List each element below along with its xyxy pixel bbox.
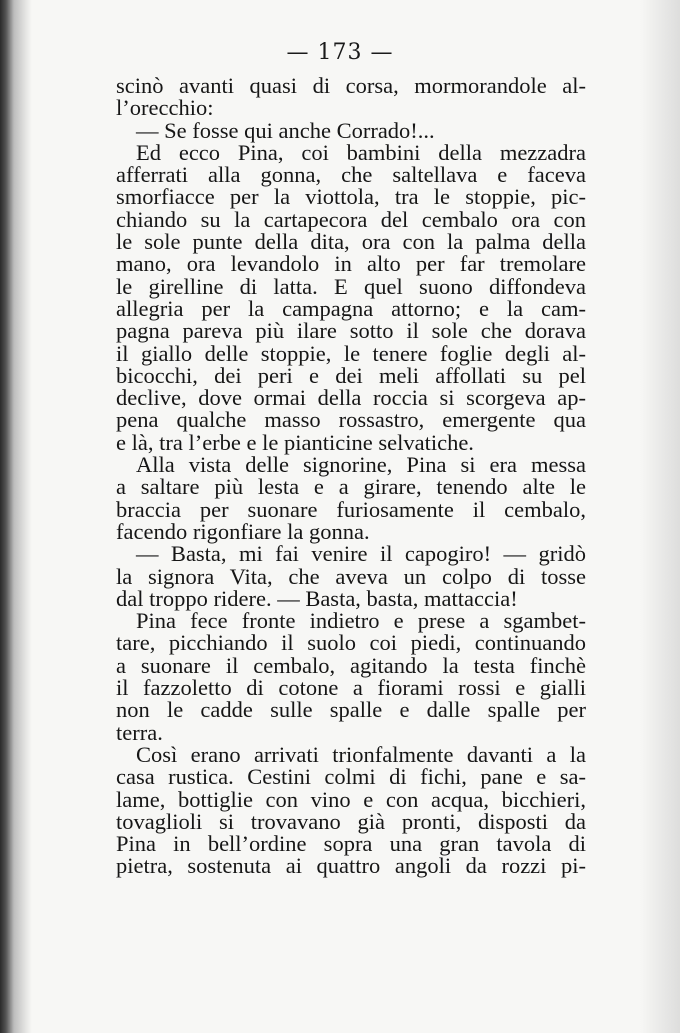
text-line: le sole punte della dita, ora con la palma della — [116, 229, 586, 255]
text-line: Pina fece fronte indietro e prese a sgambet- — [136, 608, 586, 634]
text-line: facendo rigonfiare la gonna. — [116, 518, 370, 544]
text-line: casa rustica. Cestini colmi di fichi, pane e sa- — [116, 764, 586, 790]
text-line: il fazzoletto di cotone a fiorami rossi e gialli — [116, 675, 586, 701]
text-line: il giallo delle stoppie, le tenere foglie degli al- — [116, 340, 586, 366]
text-line: scinò avanti quasi di corsa, mormorandole al- — [116, 73, 586, 98]
text-line: — Se fosse qui anche Corrado!... — [136, 117, 435, 143]
text-line: non le cadde sulle spalle e dalle spalle per — [116, 697, 586, 723]
text-line: Pina in bell’ordine sopra una gran tavola di — [116, 831, 586, 857]
text-line: declive, dove ormai della roccia si scorgeva ap- — [116, 385, 586, 411]
text-line: tovaglioli si trovavano già pronti, disposti da — [116, 808, 586, 834]
text-line: smorfiacce per la viottola, tra le stoppie, pic- — [116, 184, 586, 210]
text-line: mano, ora levandolo in alto per far tremolare — [116, 251, 586, 277]
text-line: l’orecchio: — [116, 95, 214, 121]
text-line: Alla vista delle signorine, Pina si era messa — [136, 452, 586, 478]
text-line: a suonare il cembalo, agitando la testa finchè — [116, 652, 586, 678]
text-line: braccia per suonare furiosamente il cembalo, — [116, 496, 586, 522]
text-line: a saltare più lesta e a girare, tenendo alte le — [116, 474, 586, 500]
text-line: — Basta, mi fai venire il capogiro! — gridò — [136, 541, 586, 567]
text-line: pietra, sostenuta ai quattro angoli da rozzi pi- — [116, 853, 586, 879]
text-line: Così erano arrivati trionfalmente davanti a la — [136, 741, 586, 767]
page-number: — 173 — — [286, 40, 394, 65]
text-line: e là, tra l’erbe e le pianticine selvatiche. — [116, 429, 474, 455]
text-line: le girelline di latta. E quel suono diffondeva — [116, 273, 586, 299]
text-line: tare, picchiando il suolo coi piedi, continuando — [116, 630, 586, 656]
body-text — [116, 75, 586, 878]
text-line: allegria per la campagna attorno; e la cam- — [116, 295, 586, 321]
text-line: pena qualche masso rossastro, emergente qua — [116, 407, 586, 433]
text-line: dal troppo ridere. — Basta, basta, mattaccia! — [116, 585, 518, 611]
text-line: chiando su la cartapecora del cembalo ora con — [116, 206, 586, 232]
text-line: la signora Vita, che aveva un colpo di tosse — [116, 563, 586, 589]
text-line: pagna pareva più ilare sotto il sole che dorava — [116, 318, 586, 344]
text-line: afferrati alla gonna, che saltellava e faceva — [116, 162, 586, 188]
text-line: bicocchi, dei peri e dei meli affollati su pel — [116, 362, 586, 388]
text-line: terra. — [116, 719, 163, 745]
text-line: Ed ecco Pina, coi bambini della mezzadra — [136, 139, 586, 165]
text-line: lame, bottiglie con vino e con acqua, bicchieri, — [116, 786, 586, 812]
